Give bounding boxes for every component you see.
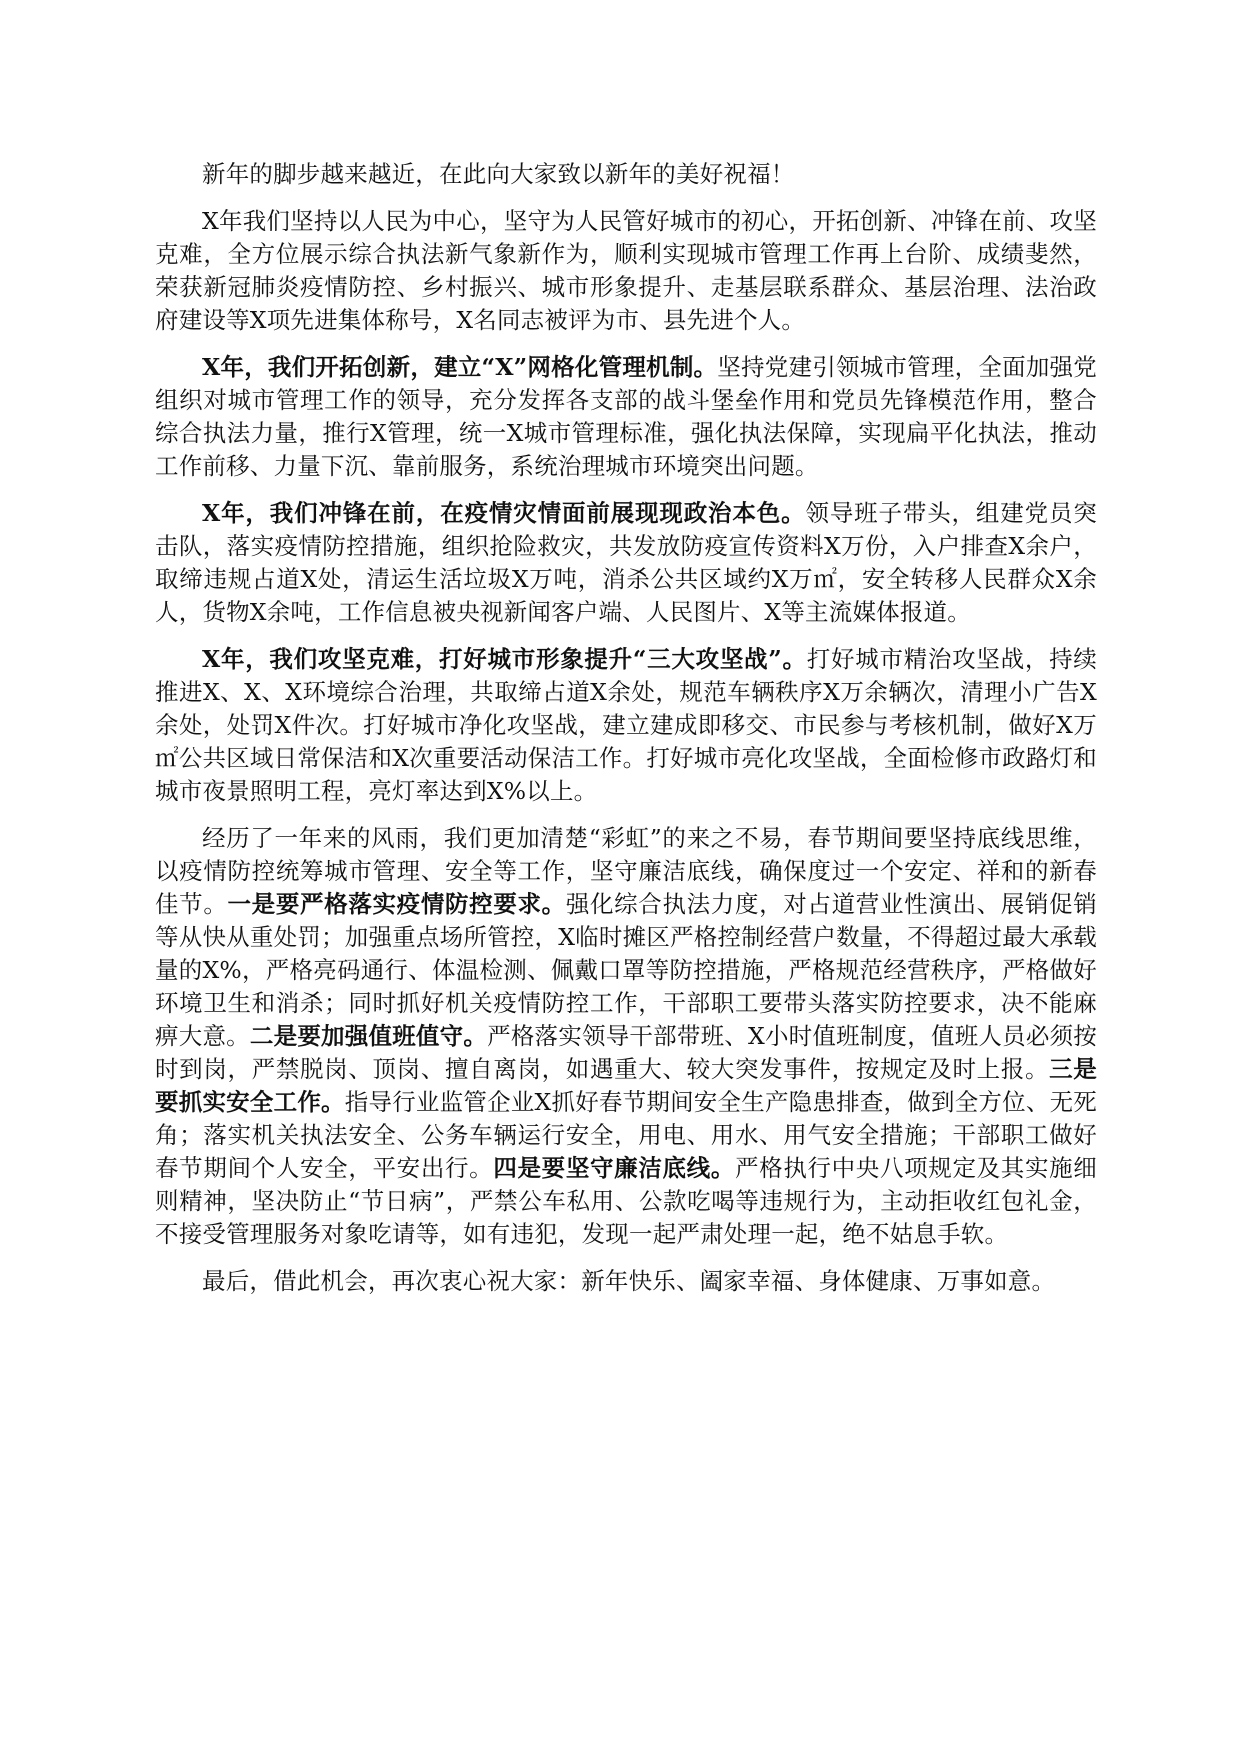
requirement-heading-4: 四是要坚守廉洁底线。 [493, 1154, 735, 1182]
paragraph-text: 指导行业监管企业X抓好春节期间安全生产隐患排查，做到全方位、无死角；落实机关执法安全、公务车辆运行安全，用电、用水、用气安全措施；干部职工做好春节期间个人安全，平安出行。 [155, 1088, 1097, 1182]
paragraph-text: 最后，借此机会，再次衷心祝大家：新年快乐、阖家幸福、身体健康、万事如意。 [202, 1267, 1056, 1295]
paragraph-greeting [155, 158, 1097, 191]
paragraph-heading: X年，我们攻坚克难，打好城市形象提升“三大攻坚战”。 [202, 645, 807, 673]
document-body [155, 158, 1097, 1312]
paragraph-city-image [155, 643, 1097, 808]
paragraph-text: 新年的脚步越来越近，在此向大家致以新年的美好祝福！ [202, 160, 795, 188]
paragraph-closing-wishes [155, 1265, 1097, 1298]
paragraph-text: 经历了一年来的风雨，我们更加清楚“彩虹”的来之不易，春节期间要坚持底线思维，以疫情防控统筹城市管理、安全等工作，坚守廉洁底线，确保度过一个安定、祥和的新春佳节。 [155, 824, 1097, 918]
paragraph-text: 强化综合执法力度，对占道营业性演出、展销促销等从快从重处罚；加强重点场所管控，X临时摊区严格控制经营户数量，不得超过最大承载量的X%，严格亮码通行、体温检测、佩戴口罩等防控措施，严格规范经营秩序，严格做好环境卫生和消杀；同时抓好机关疫情防控工作，干部职工要带头落实防控要求，决不能麻痹大意。 [155, 890, 1097, 1050]
paragraph-festival-requirements [155, 822, 1097, 1251]
requirement-heading-2: 二是要加强值班值守。 [249, 1022, 488, 1050]
paragraph-text: 坚持党建引领城市管理，全面加强党组织对城市管理工作的领导，充分发挥各支部的战斗堡垒作用和党员先锋模范作用，整合综合执法力量，推行X管理，统一X城市管理标准，强化执法保障，实现扁平化执法，推动工作前移、力量下沉、靠前服务，系统治理城市环境突出问题。 [155, 353, 1097, 480]
paragraph-heading: X年，我们开拓创新，建立“X”网格化管理机制。 [202, 353, 718, 381]
paragraph-heading: X年，我们冲锋在前，在疫情灾情面前展现现政治本色。 [202, 499, 806, 527]
requirement-heading-3: 三是要抓实安全工作。 [155, 1055, 1097, 1116]
requirement-heading-1: 一是要严格落实疫情防控要求。 [227, 890, 566, 918]
paragraph-year-summary [155, 205, 1097, 337]
paragraph-grid-management [155, 351, 1097, 483]
paragraph-text: 严格落实领导干部带班、X小时值班制度，值班人员必须按时到岗，严禁脱岗、顶岗、擅自离岗，如遇重大、较大突发事件，按规定及时上报。 [155, 1022, 1098, 1083]
paragraph-epidemic-response [155, 497, 1097, 629]
paragraph-text: 严格执行中央八项规定及其实施细则精神，坚决防止“节日病”，严禁公车私用、公款吃喝等违规行为，主动拒收红包礼金，不接受管理服务对象吃请等，如有违犯，发现一起严肃处理一起，绝不姑息手软。 [155, 1154, 1098, 1248]
paragraph-text: X年我们坚持以人民为中心，坚守为人民管好城市的初心，开拓创新、冲锋在前、攻坚克难，全方位展示综合执法新气象新作为，顺利实现城市管理工作再上台阶、成绩斐然，荣获新冠肺炎疫情防控、乡村振兴、城市形象提升、走基层联系群众、基层治理、法治政府建设等X项先进集体称号，X名同志被评为市、县先进个人。 [155, 207, 1097, 334]
paragraph-text: 领导班子带头，组建党员突击队，落实疫情防控措施，组织抢险救灾，共发放防疫宣传资料X万份，入户排查X余户，取缔违规占道X处，清运生活垃圾X万吨，消杀公共区域约X万㎡，安全转移人民群众X余人，货物X余吨，工作信息被央视新闻客户端、人民图片、X等主流媒体报道。 [155, 499, 1098, 626]
paragraph-text: 打好城市精治攻坚战，持续推进X、X、X环境综合治理，共取缔占道X余处，规范车辆秩序X万余辆次，清理小广告X余处，处罚X件次。打好城市净化攻坚战，建立建成即移交、市民参与考核机制，做好X万㎡公共区域日常保洁和X次重要活动保洁工作。打好城市亮化攻坚战，全面检修市政路灯和城市夜景照明工程，亮灯率达到X%以上。 [155, 645, 1097, 805]
